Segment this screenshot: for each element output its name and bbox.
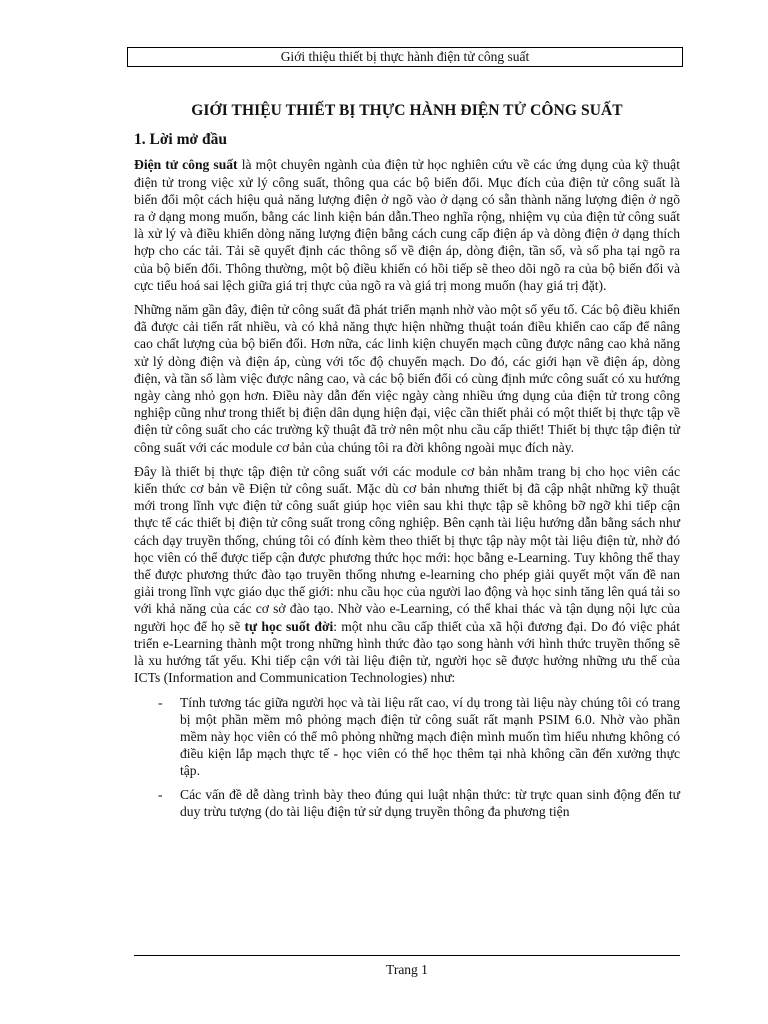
paragraph-2: Những năm gần đây, điện tử công suất đã phát triển mạnh nhờ vào một số yếu tố. Các bộ điều khiển đã được cải tiến rất nhiều, và có khả năng thực hiện những thuật toán điều khiển cao cấp để nâng cao chất lượng của bộ biến đổi. Hơn nữa, các linh kiện chuyển mạch cũng được nâng cao khả năng xử lý dòng điện và điện áp, cùng với tốc độ chuyển mạch. Do đó, các giới hạn về điện áp, dòng điện, và tần số làm việc được nâng cao, và các bộ biến đổi có cùng định mức công suất có xu hướng ngày càng nhỏ gọn hơn. Điều này dẫn đến việc ngày càng nhiều ứng dụng của điện tử trong công nghiệp cũng như trong thiết bị điện dân dụng hiện đại, việc cần thiết phải có một thiết bị thực tập về điện tử công suất cho các trường kỹ thuật đã trở nên một nhu cầu cấp thiết! Thiết bị thực tập điện tử công suất với các module cơ bản của chúng tôi ra đời không ngoài mục đích này. bbox=[134, 302, 680, 455]
list-item-text: Tính tương tác giữa người học và tài liệu rất cao, ví dụ trong tài liệu này chúng tôi có trang bị một phần mềm mô phỏng mạch điện tử công suất rất mạnh PSIM 6.0. Nhờ vào phần mềm này học viên có thể mô phỏng những mạch điện mình muốn tìm hiểu nhưng không có điều kiện lắp mạch thực tế - học viên có thể học thêm tại nhà không cần đến xưởng thực tập. bbox=[180, 694, 680, 779]
page-number: Trang 1 bbox=[386, 962, 428, 977]
paragraph-1 bbox=[134, 156, 680, 294]
section-heading-intro: 1. Lời mở đầu bbox=[134, 131, 227, 149]
paragraph-3-text-b: : một nhu cầu cấp thiết của xã hội đương đại. Do đó việc phát triển e-Learning thành một trong những hình thức đào tạo song hành với hình thức truyền thống sẽ là xu hướng tất yếu. Khi tiếp cận với tài liệu điện tử, người học sẽ được hưởng những ưu thế của ICTs (Information and Communication Technologies) như: bbox=[134, 618, 680, 686]
document-title: GIỚI THIỆU THIẾT BỊ THỰC HÀNH ĐIỆN TỬ CÔNG SUẤT bbox=[191, 102, 623, 119]
paragraph-1-bold-term: Điện tử công suất bbox=[134, 157, 238, 173]
running-header bbox=[127, 47, 683, 67]
paragraph-3 bbox=[134, 463, 680, 687]
bullet-list bbox=[134, 694, 680, 820]
footer-divider bbox=[134, 955, 680, 956]
paragraph-3-bold-term: tự học suốt đời bbox=[244, 618, 334, 634]
paragraph-1-text: là một chuyên ngành của điện tử học nghiên cứu về các ứng dụng của kỹ thuật điện tử trong việc xử lý công suất, thông qua các bộ biến đổi. Mục đích của điện tử công suất là biến đổi một cách hiệu quả năng lượng điện ở ngõ vào ở dạng có sẵn thành năng lượng điện ở ngõ ra ở dạng mong muốn, bằng các linh kiện bán dẫn.Theo nghĩa rộng, nhiệm vụ của điện tử công suất là xử lý và điều khiển dòng năng lượng điện bằng cách cung cấp điện áp và dòng điện ở dạng thích hợp cho các tải. Tải sẽ quyết định các thông số về điện áp, dòng điện, tần số, và số pha tại ngõ ra của bộ biến đổi. Thông thường, một bộ điều khiển có hồi tiếp sẽ theo dõi ngõ ra của bộ biến đổi và cực tiểu hoá sai lệch giữa giá trị thực của ngõ ra và giá trị mong muốn (hay giá trị đặt). bbox=[134, 157, 680, 293]
bullet-dash: - bbox=[158, 786, 163, 802]
paragraph-3-text-a: Đây là thiết bị thực tập điện tử công suất với các module cơ bản nhằm trang bị cho học viên các kiến thức cơ bản về Điện tử công suất. Mặc dù cơ bản nhưng thiết bị đã cập nhật những kỹ thuật mới trong lĩnh vực điện tử công suất giúp học viên sau khi thực tập sẽ không bỡ ngỡ khi tiếp cận thực tế các thiết bị điện tử công suất trong công nghiệp. Bên cạnh tài liệu hướng dẫn bằng sách như cách dạy truyền thống, chúng tôi có đính kèm theo thiết bị thực tập này một tài liệu điện tử, nhờ đó học viên có thể được tiếp cận được phương thức học mới: học bằng e-Learning. Tuy không thể thay thế được phương thức đào tạo truyền thống nhưng e-learning cho phép giải quyết một vấn đề nan giải trong lĩnh vực giáo dục thế giới: nhu cầu học của người lao động và học sinh tăng lên quá tải so với khả năng của các cơ sở đào tạo. Nhờ vào e-Learning, có thể khai thác và tận dụng nội lực của người học để họ sẽ bbox=[134, 463, 680, 634]
list-item-text: Các vấn đề dễ dàng trình bày theo đúng qui luật nhận thức: từ trực quan sinh động đến tư duy trừu tượng (do tài liệu điện tử sử dụng truyền thông đa phương tiện bbox=[180, 786, 680, 819]
list-item bbox=[134, 694, 680, 780]
list-item bbox=[134, 786, 680, 820]
bullet-dash: - bbox=[158, 694, 163, 710]
running-header-title: Giới thiệu thiết bị thực hành điện tử công suất bbox=[280, 49, 530, 64]
page-body bbox=[134, 96, 680, 826]
